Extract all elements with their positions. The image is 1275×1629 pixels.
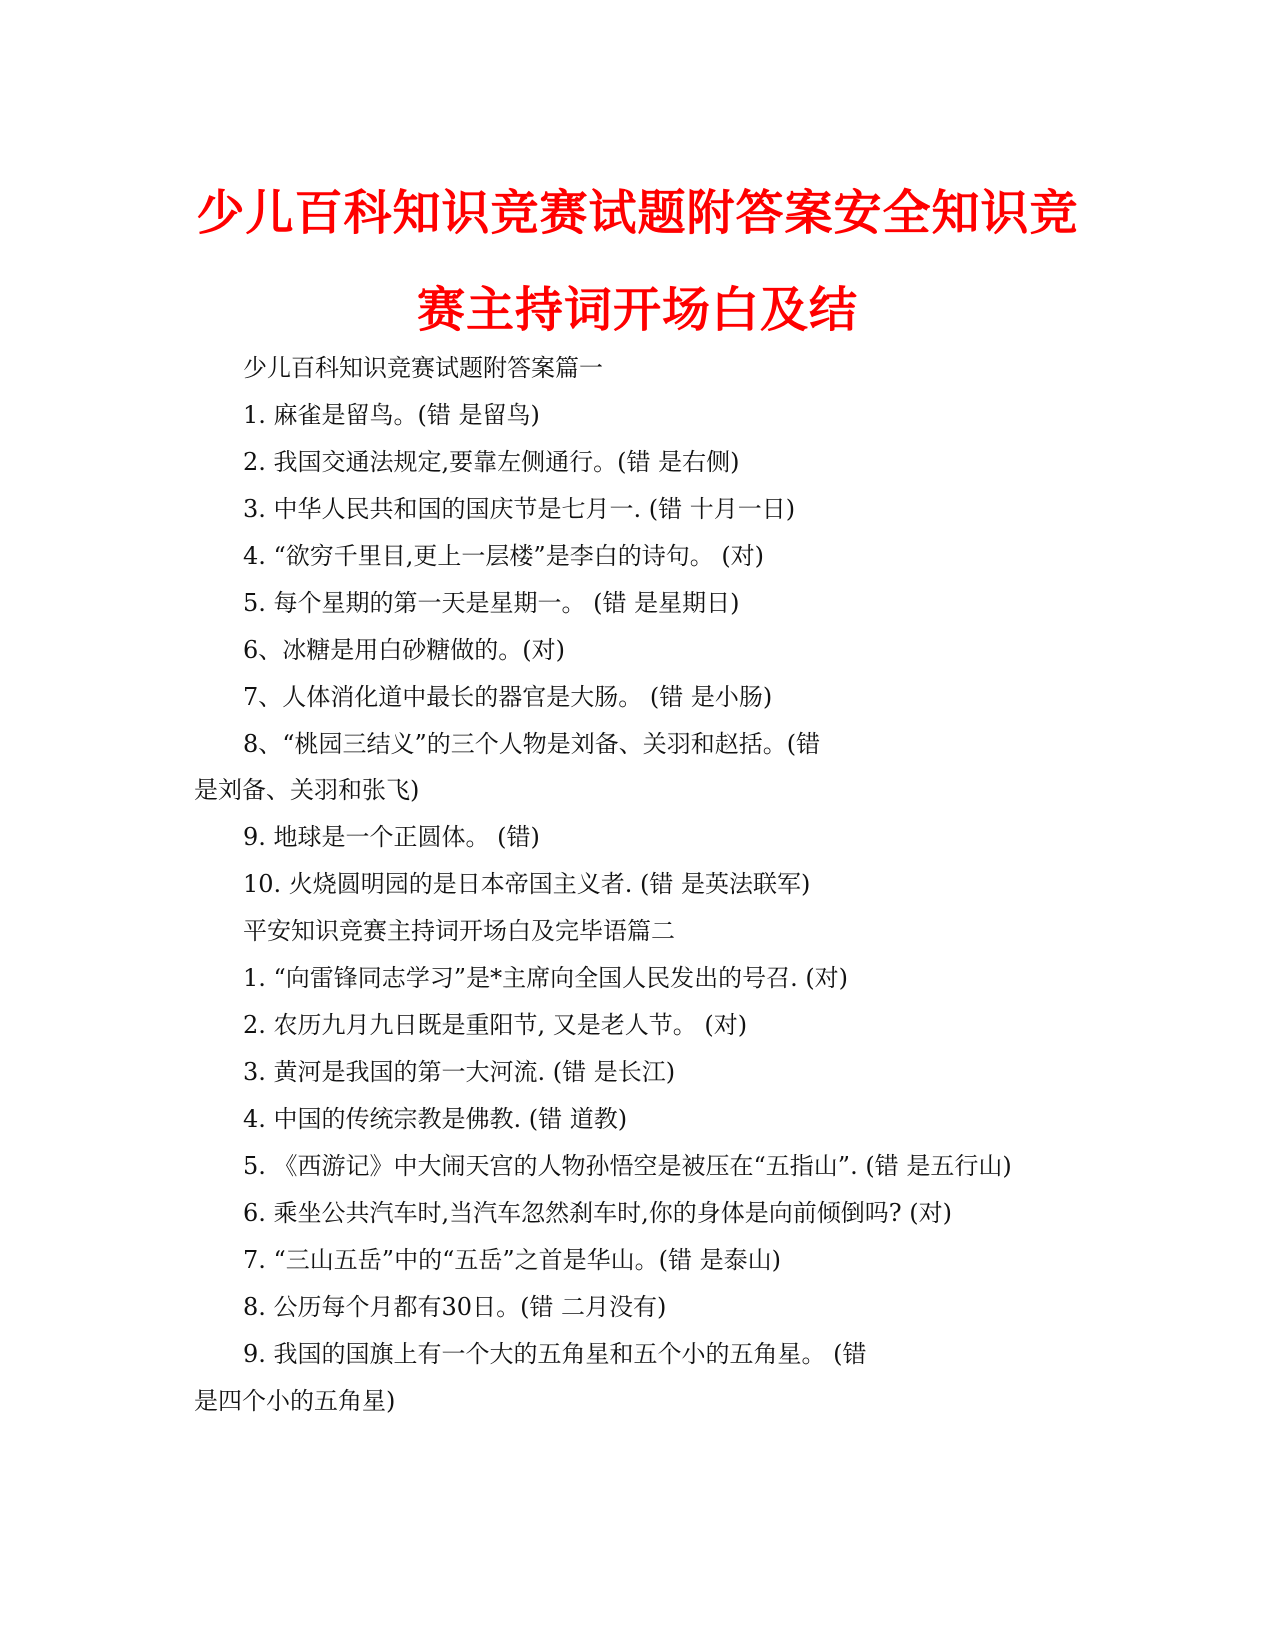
question-line-continuation: 是四个小的五角星)	[194, 1387, 396, 1415]
question-line: 5. 每个星期的第一天是星期一。 (错 是星期日)	[243, 589, 740, 617]
question-line: 8. 公历每个月都有30日。(错 二月没有)	[243, 1293, 667, 1321]
question-line: 4. 中国的传统宗教是佛教. (错 道教)	[243, 1105, 628, 1133]
question-line: 1. 麻雀是留鸟。(错 是留鸟)	[243, 401, 540, 429]
question-line: 5. 《西游记》中大闹天宫的人物孙悟空是被压在“五指山”. (错 是五行山)	[243, 1152, 1012, 1180]
question-line: 9. 地球是一个正圆体。 (错)	[243, 823, 540, 851]
section-heading-2: 平安知识竞赛主持词开场白及完毕语篇二	[243, 917, 675, 945]
question-line: 6. 乘坐公共汽车时,当汽车忽然刹车时,你的身体是向前倾倒吗? (对)	[243, 1199, 953, 1227]
question-line: 2. 我国交通法规定,要靠左侧通行。(错 是右侧)	[243, 448, 740, 476]
question-line-continuation: 是刘备、关羽和张飞)	[194, 776, 420, 804]
question-line: 3. 中华人民共和国的国庆节是七月一. (错 十月一日)	[243, 495, 796, 523]
question-line: 10. 火烧圆明园的是日本帝国主义者. (错 是英法联军)	[243, 870, 811, 898]
question-line: 7、人体消化道中最长的器官是大肠。 (错 是小肠)	[243, 683, 773, 711]
question-line: 1. “向雷锋同志学习”是*主席向全国人民发出的号召. (对)	[243, 964, 849, 992]
document-title-line-2: 赛主持词开场白及结	[416, 282, 858, 338]
question-line: 4. “欲穷千里目,更上一层楼”是李白的诗句。 (对)	[243, 542, 765, 570]
question-line: 6、冰糖是用白砂糖做的。(对)	[243, 636, 565, 664]
section-heading-1: 少儿百科知识竞赛试题附答案篇一	[243, 354, 603, 382]
question-line: 8、“桃园三结义”的三个人物是刘备、关羽和赵括。(错	[243, 730, 821, 758]
question-line: 3. 黄河是我国的第一大河流. (错 是长江)	[243, 1058, 676, 1086]
question-line: 9. 我国的国旗上有一个大的五角星和五个小的五角星。 (错	[243, 1340, 867, 1368]
question-line: 7. “三山五岳”中的“五岳”之首是华山。(错 是泰山)	[243, 1246, 781, 1274]
question-line: 2. 农历九月九日既是重阳节, 又是老人节。 (对)	[243, 1011, 748, 1039]
document-title-line-1: 少儿百科知识竞赛试题附答案安全知识竞	[196, 185, 1079, 241]
